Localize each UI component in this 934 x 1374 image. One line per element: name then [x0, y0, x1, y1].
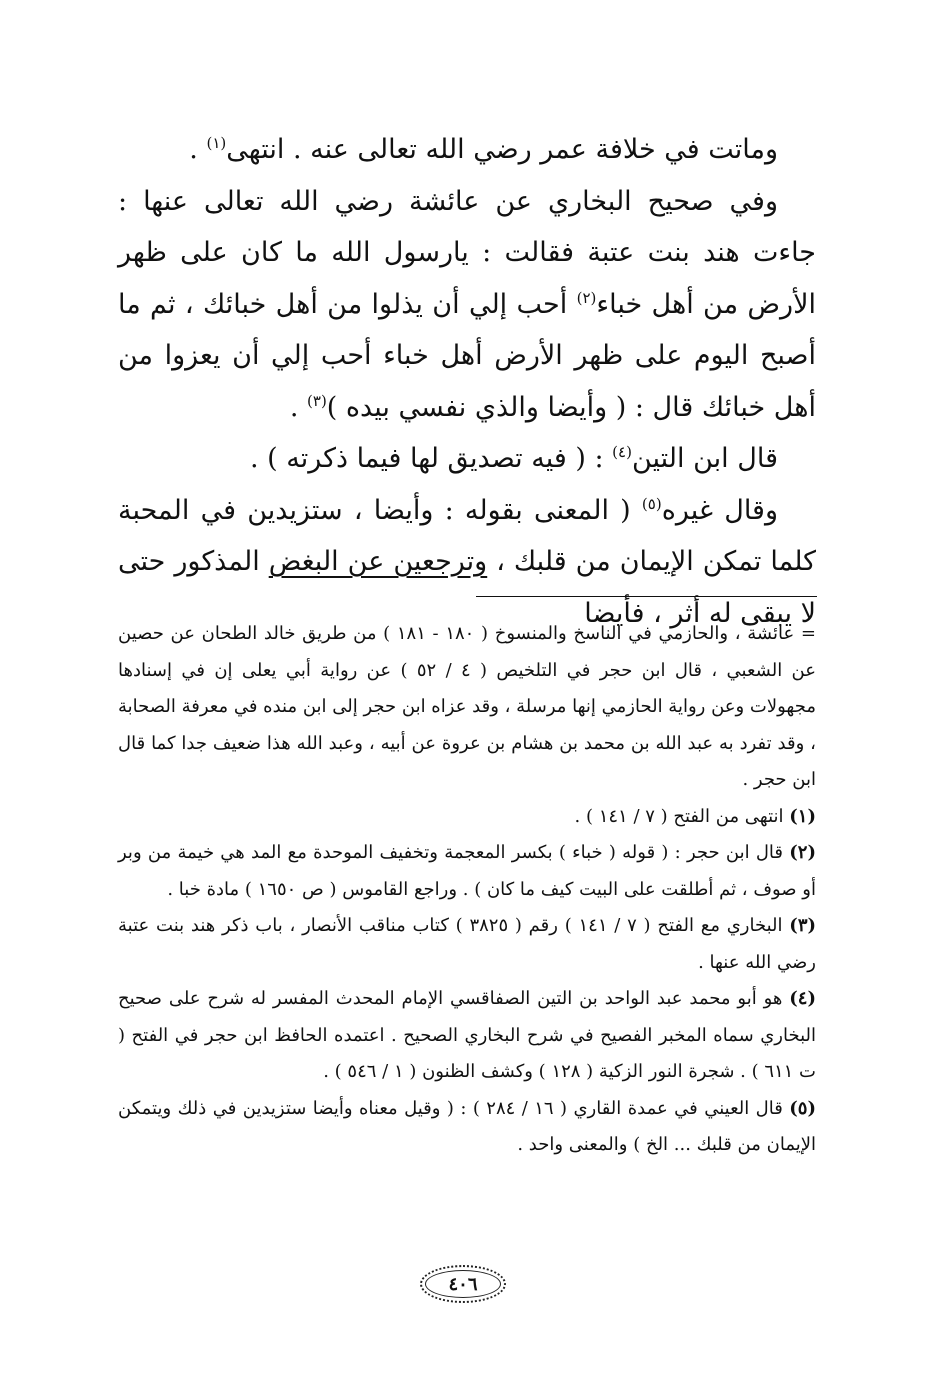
footnote-ref-2: (٢) — [576, 288, 597, 307]
footnote-ref-4: (٤) — [612, 443, 632, 461]
paragraph-4: وقال غيره$^{(٥)}$ ( المعنى بقوله : وأيضا ، ستزيدين في المحبة كلما تمكن الإيمان من قلبك ، وترجعين عن البغض المذكور حتى لا يبقى له أثر ، فأيضا — [118, 494, 816, 629]
footnote-ref-1: (١) — [206, 134, 227, 152]
paragraph-2: وفي صحيح البخاري عن عائشة رضي الله تعالى عنها : جاءت هند بنت عتبة فقالت : يارسول الله ما كان على ظهر الأرض من أهل خباء$^{(٢)}$ أحب إلي أن يذلوا من أهل خبائك ، ثم ما أصبح اليوم على ظهر الأرض أهل خباء أحب إلي أن يعزوا من أهل خبائك قال : ( وأيضا والذي نفسي بيده )$^{(٣)}$ . — [118, 185, 816, 423]
footnote-continuation: = عائشة ، والحازمي في الناسخ والمنسوخ ( ١٨٠ - ١٨١ ) من طريق خالد الطحان عن حصين عن الشعبي ، قال ابن حجر في التلخيص ( ٤ / ٥٢ ) عن رواية أبي يعلى إن في إسنادها مجهولات وعن رواية الحازمي إنها مرسلة ، وقد عزاه ابن حجر إلى ابن منده في معرفة الصحابة ، وقد تفرد به عبد الله بن محمد بن هشام بن عروة عن أبيه ، وعبد الله هذا ضعيف جدا كما قال ابن حجر . — [118, 623, 816, 790]
main-text — [118, 124, 816, 639]
footnote-number: (٥) — [789, 1097, 816, 1119]
paragraph-3: قال ابن التين$^{(٤)}$ : ( فيه تصديق لها فيما ذكرته ) . — [249, 443, 778, 474]
page-number-badge — [420, 1265, 506, 1303]
footnote-separator — [476, 596, 817, 597]
underlined-phrase: وترجعين عن البغض — [268, 546, 488, 577]
footnote-2: (٢) قال ابن حجر : ( قوله ( خباء ) بكسر المعجمة وتخفيف الموحدة مع المد هي خيمة من وبر أو صوف ، ثم أطلقت على البيت كيف ما كان ) . وراجع القاموس ( ص ١٦٥٠ ) مادة خبا . — [118, 842, 816, 900]
footnote-3: (٣) البخاري مع الفتح ( ٧ / ١٤١ ) رقم ( ٣٨٢٥ ) كتاب مناقب الأنصار ، باب ذكر هند بنت عتبة رضي الله عنها . — [118, 915, 817, 973]
footnote-number: (٢) — [789, 842, 816, 863]
paragraph-1: وماتت في خلافة عمر رضي الله تعالى عنه . انتهى$^{(١)}$ . — [189, 134, 778, 165]
page-number: ٤٠٦ — [425, 1270, 501, 1298]
footnote-ref-5: (٥) — [641, 494, 662, 513]
footnote-ref-3: (٣) — [307, 391, 327, 410]
footnote-number: (٤) — [789, 988, 816, 1009]
footnotes — [118, 616, 816, 1164]
footnote-5: (٥) قال العيني في عمدة القاري ( ١٦ / ٢٨٤ ) : ( وقيل معناه وأيضا ستزيدين في ذلك ويتمكن الإيمان من قلبك ... الخ ) والمعنى واحد . — [118, 1097, 816, 1155]
footnote-number: (٣) — [789, 915, 817, 936]
footnote-1: (١) انتهى من الفتح ( ٧ / ١٤١ ) . — [574, 805, 816, 827]
footnote-number: (١) — [789, 805, 816, 827]
footnote-4: (٤) هو أبو محمد عبد الواحد بن التين الصفاقسي الإمام المحدث المفسر له شرح على صحيح البخاري سماه المخبر الفصيح في شرح البخاري الصحيح . اعتمده الحافظ ابن حجر في الفتح ( ت ٦١١ ) . شجرة النور الزكية ( ١٢٨ ) وكشف الظنون ( ١ / ٥٤٦ ) . — [118, 988, 816, 1082]
